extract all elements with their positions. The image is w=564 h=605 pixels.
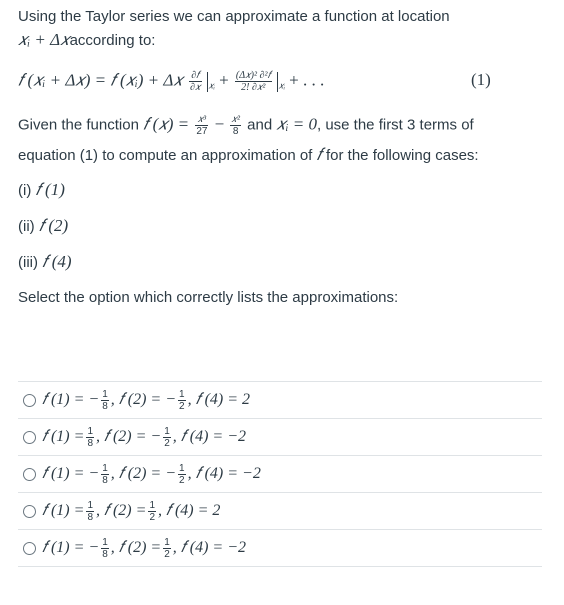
and-text: and [247,116,273,134]
given-text: Given the function [18,116,139,134]
frac-num: 1 [87,425,93,437]
case-expression: 𝑓 (2) [38,216,69,235]
quadratic-den: 8 [232,126,239,137]
frac-num: 1 [179,388,185,400]
frac-den: 8 [87,437,93,449]
option-part: , 𝑓 (4) = 2 [187,391,251,408]
answer-option-5[interactable] [18,529,542,567]
case-iii [18,252,72,272]
frac-den: 8 [102,400,108,412]
ellipsis: + . . . [289,70,325,90]
frac-den: 2 [179,474,185,486]
case-i [18,180,65,200]
frac-den: 8 [102,548,108,560]
quadratic-term [230,114,241,137]
case-expression: 𝑓 (4) [42,252,72,271]
xi-zero: 𝑥ᵢ = 0 [276,114,317,134]
option-part: , 𝑓 (2) = − [110,391,177,408]
frac-den: 8 [102,474,108,486]
first-derivative-den: ∂𝑥 [190,82,201,93]
xi-plus-dx: 𝑥ᵢ + Δ𝑥 [18,30,70,49]
cases-text: for the following cases: [326,147,479,164]
frac-num: 1 [164,536,170,548]
frac-num: 1 [164,425,170,437]
answer-option-4[interactable] [18,492,542,529]
answer-option-2[interactable] [18,418,542,455]
case-label: (ii) [18,218,35,235]
given-line-2 [18,145,479,165]
cubic-den: 27 [196,126,208,137]
intro-line-2 [18,30,155,50]
equation-lhs: 𝑓 (𝑥ᵢ + Δ𝑥) = 𝑓 (𝑥ᵢ) + Δ𝑥 [18,70,183,90]
quadratic-num: 𝑥² [231,114,240,125]
first-derivative [189,70,202,93]
radio-button[interactable] [23,394,36,407]
frac-den: 2 [149,511,155,523]
option-part: , 𝑓 (2) = [96,502,147,519]
given-line-1 [18,114,474,137]
option-part: 𝑓 (1) = − [42,539,100,556]
option-part: , 𝑓 (2) = − [110,465,177,482]
option-part: 𝑓 (1) = − [42,391,100,408]
option-part: , 𝑓 (4) = −2 [172,428,247,445]
option-part: , 𝑓 (4) = 2 [158,502,221,519]
option-part: , 𝑓 (4) = −2 [172,539,247,556]
case-label: (i) [18,182,32,199]
radio-button[interactable] [23,542,36,555]
f-symbol: 𝑓 [316,145,322,164]
frac-num: 1 [179,462,185,474]
option-part: 𝑓 (1) = [42,428,85,445]
radio-button[interactable] [23,505,36,518]
taylor-equation: 𝑓 (𝑥ᵢ + Δ𝑥) = 𝑓 (𝑥ᵢ) + Δ𝑥 $\frac{\text{∂𝑓}}{\text{∂𝑥}}$ $_{𝑥ᵢ}$ + $\frac{\text{(Δ𝑥)² ∂²𝑓}}{\text{2! ∂𝑥²}}$ $_{𝑥ᵢ}$ + . . . (1) [18,70,491,93]
second-derivative-term [235,70,272,93]
second-derivative-num: (Δ𝑥)² ∂²𝑓 [235,70,271,81]
first-three-terms-text: , use the first 3 terms of [316,116,474,134]
case-ii [18,216,68,236]
frac-num: 1 [102,536,108,548]
answer-option-3[interactable] [18,455,542,492]
case-label: (iii) [18,254,38,271]
option-part: , 𝑓 (2) = [110,539,162,556]
option-part: , 𝑓 (2) = − [96,428,162,445]
cubic-num: 𝑥³ [195,114,208,126]
according-to-text: according to: [69,32,156,49]
frac-den: 2 [179,400,185,412]
frac-num: 1 [87,499,93,511]
first-derivative-num: ∂𝑓 [189,70,202,82]
option-part: 𝑓 (1) = − [42,465,100,482]
option-part: , 𝑓 (4) = −2 [187,465,261,482]
frac-num: 1 [102,388,108,400]
cubic-term [195,114,208,137]
frac-den: 2 [164,548,170,560]
function-lhs: 𝑓 (𝑥) = [143,114,190,134]
frac-num: 1 [149,499,155,511]
approximation-text: equation (1) to compute an approximation of [18,147,313,164]
second-derivative-den: 2! ∂𝑥² [241,82,266,93]
radio-button[interactable] [23,431,36,444]
frac-den: 2 [164,437,170,449]
plus-sign: + [219,70,229,90]
question-prompt: Select the option which correctly lists the approximations: [18,289,399,306]
radio-button[interactable] [23,468,36,481]
case-expression: 𝑓 (1) [35,180,65,199]
frac-den: 8 [87,511,93,523]
answer-option-1[interactable] [18,381,542,418]
intro-line-1: Using the Taylor series we can approximate a function at location [18,8,450,25]
option-part: 𝑓 (1) = [42,502,85,519]
equation-number: (1) [471,70,491,89]
frac-num: 1 [102,462,108,474]
minus-sign: − [214,114,225,134]
